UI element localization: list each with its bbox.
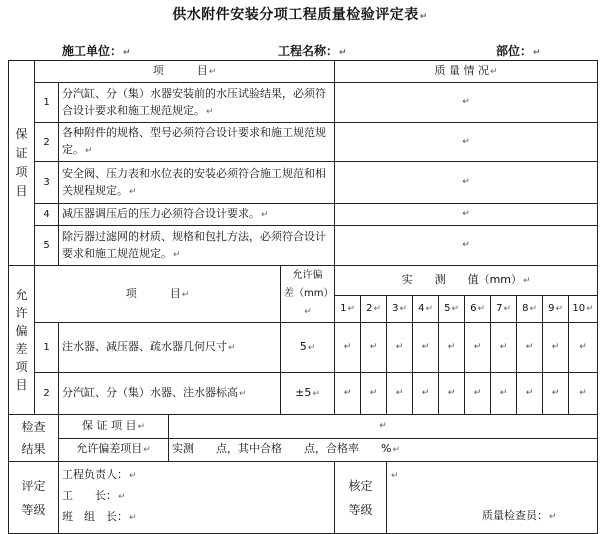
allowed-deviation-header: 允许偏 差（mm）↵	[281, 266, 335, 323]
measured-value-cell[interactable]: ↵	[569, 373, 598, 415]
guarantee-row-number: 5	[35, 226, 59, 266]
guarantee-row-text: 分汽缸、分（集）水器安装前的水压试验结果，必须符合设计要求和施工规范规定。↵	[59, 83, 335, 123]
guarantee-row-number: 4	[35, 204, 59, 226]
guarantee-row-quality[interactable]: ↵	[335, 83, 598, 123]
guarantee-row-quality[interactable]: ↵	[335, 123, 598, 162]
measured-value-cell[interactable]: ↵	[335, 373, 361, 415]
deviation-row-allowed: ±5↵	[281, 373, 335, 415]
evaluation-signatures[interactable]: 工程负责人：↵ 工 长：↵ 班 组 长：↵	[59, 462, 335, 534]
quality-evaluation-table	[8, 60, 598, 534]
construction-unit-label: 施工单位：↵	[62, 44, 131, 58]
measured-value-cell[interactable]: ↵	[543, 373, 569, 415]
measure-col-header: 9↵	[543, 295, 569, 322]
measured-value-cell[interactable]: ↵	[387, 373, 413, 415]
guarantee-side-label: 保 证 项 目	[9, 61, 35, 266]
guarantee-row-quality[interactable]: ↵	[335, 226, 598, 266]
form-title: 供水附件安装分项工程质量检验评定表↵	[172, 7, 428, 23]
measured-value-cell[interactable]: ↵	[439, 323, 465, 373]
measure-col-header: 8↵	[517, 295, 543, 322]
measured-value-cell[interactable]: ↵	[361, 373, 387, 415]
measured-value-cell[interactable]: ↵	[361, 323, 387, 373]
check-guarantee-value[interactable]: ↵	[169, 415, 598, 439]
guarantee-row-number: 1	[35, 83, 59, 123]
check-guarantee-label: 保 证 项 目↵	[59, 415, 169, 439]
measured-value-cell[interactable]: ↵	[413, 323, 439, 373]
measured-value-cell[interactable]: ↵	[517, 323, 543, 373]
measured-value-cell[interactable]: ↵	[491, 373, 517, 415]
measured-value-cell[interactable]: ↵	[439, 373, 465, 415]
measured-value-cell[interactable]: ↵	[569, 323, 598, 373]
measure-col-header: 2↵	[361, 295, 387, 322]
measure-col-header: 3↵	[387, 295, 413, 322]
measure-col-header: 1↵	[335, 295, 361, 322]
guarantee-quality-header: 质 量 情 况↵	[335, 61, 598, 83]
measured-value-cell[interactable]: ↵	[335, 323, 361, 373]
guarantee-row-number: 3	[35, 162, 59, 204]
measured-values-header: 实 测 值（mm）↵	[335, 266, 598, 296]
guarantee-row-quality[interactable]: ↵	[335, 162, 598, 204]
verification-label: 核定 等级	[335, 462, 387, 534]
deviation-row-number: 1	[35, 323, 59, 373]
guarantee-row-text: 安全阀、压力表和水位表的安装必须符合施工规范和相关规程规定。↵	[59, 162, 335, 204]
deviation-row-text: 注水器、减压器、疏水器几何尺寸↵	[59, 323, 281, 373]
verification-grade[interactable]: ↵ 质量检查员：↵	[387, 462, 598, 534]
measured-value-cell[interactable]: ↵	[491, 323, 517, 373]
guarantee-row-quality[interactable]: ↵	[335, 204, 598, 226]
check-deviation-label: 允许偏差项目↵	[59, 438, 169, 462]
check-result-label: 检查 结果	[9, 415, 59, 462]
guarantee-row-number: 2	[35, 123, 59, 162]
evaluation-label: 评定 等级	[9, 462, 59, 534]
measure-col-header: 6↵	[465, 295, 491, 322]
location-label: 部位：↵	[496, 44, 541, 58]
measured-value-cell[interactable]: ↵	[465, 323, 491, 373]
guarantee-row-text: 减压器调压后的压力必须符合设计要求。↵	[59, 204, 335, 226]
deviation-row-allowed: 5↵	[281, 323, 335, 373]
deviation-side-label: 允 许 偏 差 项 目	[9, 266, 35, 415]
measured-value-cell[interactable]: ↵	[413, 373, 439, 415]
deviation-row-text: 分汽缸、分（集）水器、注水器标高↵	[59, 373, 281, 415]
measured-value-cell[interactable]: ↵	[465, 373, 491, 415]
guarantee-row-text: 除污器过滤网的材质、规格和包扎方法，必须符合设计要求和施工规范规定。↵	[59, 226, 335, 266]
measure-col-header: 5↵	[439, 295, 465, 322]
project-name-label: 工程名称：↵	[278, 44, 347, 58]
guarantee-item-header: 项 目↵	[35, 61, 335, 83]
measured-value-cell[interactable]: ↵	[543, 323, 569, 373]
deviation-row-number: 2	[35, 373, 59, 415]
measure-col-header: 7↵	[491, 295, 517, 322]
guarantee-row-text: 各种附件的规格、型号必须符合设计要求和施工规范规定。↵	[59, 123, 335, 162]
measured-value-cell[interactable]: ↵	[517, 373, 543, 415]
measure-col-header: 4↵	[413, 295, 439, 322]
measured-value-cell[interactable]: ↵	[387, 323, 413, 373]
check-deviation-value[interactable]: 实测 点，其中合格 点，合格率 %↵	[169, 438, 598, 462]
deviation-item-header: 项 目↵	[35, 266, 281, 323]
measure-col-header: 10↵	[569, 295, 598, 322]
